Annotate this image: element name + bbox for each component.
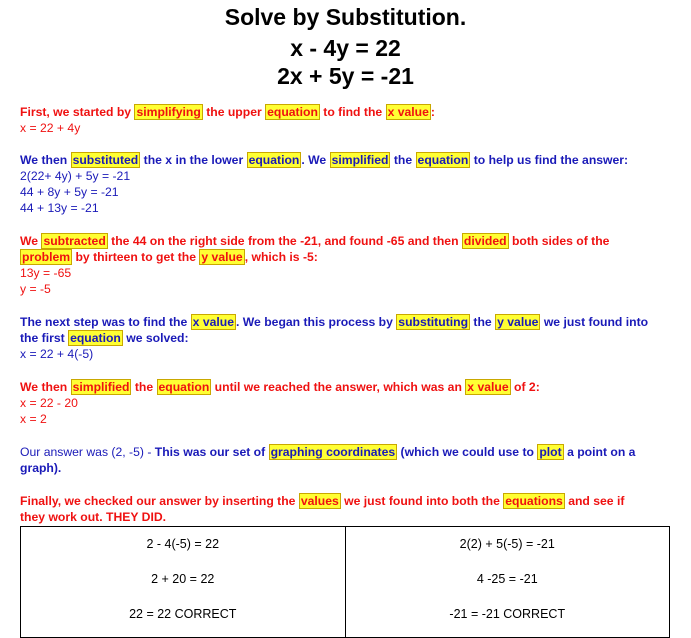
highlight: y value — [497, 315, 539, 329]
highlight: equation — [248, 153, 300, 167]
highlight: equation — [158, 380, 210, 394]
step-7-paragraph: Finally, we checked our answer by inserting the values we just found into both the equations and see if they work out. THEY DID. — [20, 494, 625, 524]
highlight: equation — [267, 105, 318, 119]
highlight: plot — [539, 445, 562, 459]
highlight: substituting — [398, 315, 469, 329]
highlight: simplified — [72, 380, 130, 394]
step-3-equation: 13y = -65 — [20, 266, 72, 280]
highlight: subtracted — [43, 234, 106, 248]
check-cell-right — [345, 527, 670, 638]
step-4-paragraph: The next step was to find the x value . We began this process by substituting the y value we just found into the first equation we solved: x = 22 + 4(-5) — [20, 314, 670, 362]
page-title: Solve by Substitution. — [224, 4, 467, 30]
highlight: equation — [70, 331, 121, 345]
check-line: 2 + 20 = 22 — [151, 572, 215, 586]
highlight: x value — [387, 105, 429, 119]
step-5-equation: x = 22 - 20 — [20, 396, 78, 410]
highlight: simplifying — [136, 105, 201, 119]
check-cell-left — [21, 527, 346, 638]
equation-1: x - 4y = 22 — [290, 35, 401, 61]
highlight: x value — [192, 315, 234, 329]
highlight: equations — [505, 494, 563, 508]
step-5-paragraph: We then simplified the equation until we reached the answer, which was an x value of 2: x = 22 - 20 x = 2 — [20, 379, 670, 427]
check-line: 2 - 4(-5) = 22 — [146, 537, 220, 551]
highlight: problem — [22, 250, 71, 264]
check-line: 4 -25 = -21 — [476, 572, 538, 586]
highlight: graphing coordinates — [270, 445, 396, 459]
highlight: x value — [467, 380, 509, 394]
highlight: substituted — [72, 153, 139, 167]
step-2-paragraph: We then substituted the x in the lower equation . We simplified the equation to help us find the answer: 2(22+ 4y) + 5y = -21 44 + 8y + 5y = -21 44 + 13y = -21 — [20, 152, 670, 216]
step-4-equation: x = 22 + 4(-5) — [20, 347, 94, 361]
highlight: equation — [417, 153, 469, 167]
highlight: y value — [201, 250, 243, 264]
highlight: divided — [463, 234, 507, 248]
step-2-equation: 44 + 8y + 5y = -21 — [20, 185, 119, 199]
step-5-equation: x = 2 — [20, 412, 47, 426]
highlight: values — [300, 494, 339, 508]
step-2-equation: 44 + 13y = -21 — [20, 201, 99, 215]
step-3-equation: y = -5 — [20, 282, 51, 296]
check-line: 22 = 22 CORRECT — [129, 607, 237, 621]
check-line: 2(2) + 5(-5) = -21 — [459, 537, 555, 551]
step-1-equation: x = 22 + 4y — [20, 121, 81, 135]
step-3-paragraph: We subtracted the 44 on the right side from the -21, and found -65 and then divided both sides of the problem by thirteen to get the y value , which is -5: 13y = -65 y = -5 — [20, 233, 670, 297]
equation-2: 2x + 5y = -21 — [277, 63, 414, 89]
step-1-paragraph: First, we started by simplifying the upper equation to find the x value : x = 22 + 4y — [20, 104, 670, 136]
check-line: -21 = -21 CORRECT — [449, 607, 566, 621]
step-2-equation: 2(22+ 4y) + 5y = -21 — [20, 169, 131, 183]
step-6-paragraph: Our answer was (2, -5) - This was our set of graphing coordinates (which we could use to plot a point on a graph). — [20, 445, 636, 475]
highlight: simplified — [331, 153, 389, 167]
check-table — [20, 526, 670, 638]
